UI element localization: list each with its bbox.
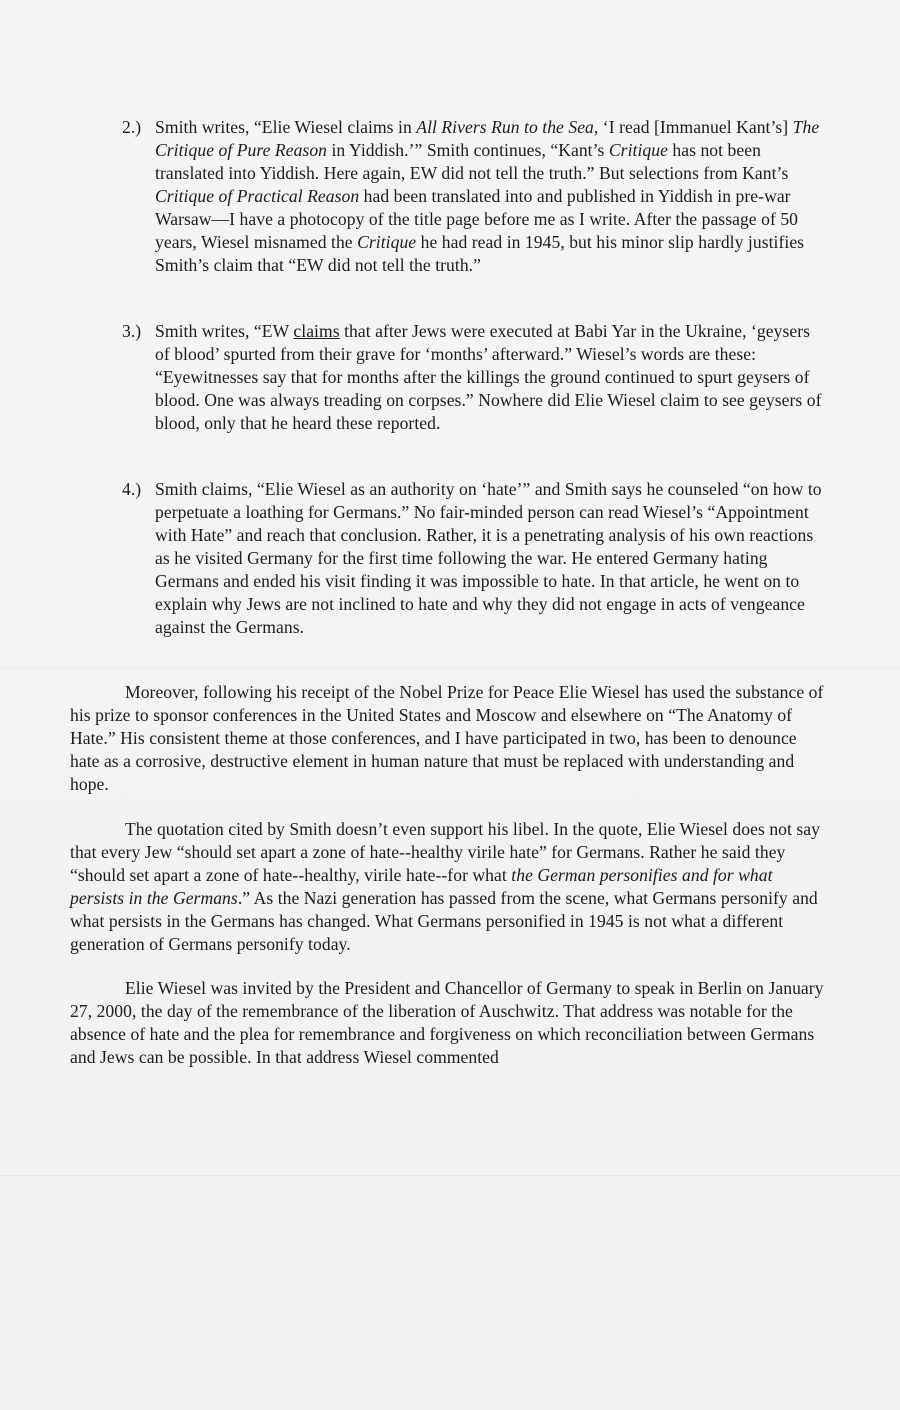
paper-fold-line — [0, 668, 900, 670]
item-text: Smith writes, “EW claims that after Jews were executed at Babi Yar in the Ukraine, ‘geysers of blood’ spurted from their grave for ‘months’ afterward.” Wiesel’s words are these: “Eyewitnesses say that for months after the killings the ground continued to spurt geysers of blood. One was always treading on corpses.” Nowhere did Elie Wiesel claim to see geysers of blood, only that he heard these reported. — [155, 321, 822, 433]
paragraph-quotation: The quotation cited by Smith doesn’t even support his libel. In the quote, Elie Wiesel does not say that every Jew “should set apart a zone of hate--healthy virile hate” for Germans. Rather he said they “should set apart a zone of hate--healthy, virile hate--for what the German personifies and for what persists in the Germans.” As the Nazi generation has passed from the scene, what Germans personify and what persists in the Germans has changed. What Germans personified in 1945 is not what a different generation of Germans personify today. — [70, 819, 821, 954]
item-text: Smith claims, “Elie Wiesel as an authority on ‘hate’” and Smith says he counseled “on how to perpetuate a loathing for Germans.” No fair-minded person can read Wiesel’s “Appointment with Hate” and reach that conclusion. Rather, it is a penetrating analysis of his own reactions as he visited Germany for the first time following the war. He entered Germany hating Germans and ended his visit finding it was impossible to hate. In that article, he went on to explain why Jews are not inclined to hate and why they did not engage in acts of vengeance against the Germans. — [155, 479, 822, 637]
numbered-item-4 — [122, 478, 822, 639]
item-number: 3.) — [122, 321, 142, 341]
paragraph-anatomy-of-hate: Moreover, following his receipt of the Nobel Prize for Peace Elie Wiesel has used the substance of his prize to sponsor conferences in the United States and Moscow and elsewhere on “The Anatomy of Hate.” His consistent theme at those conferences, and I have participated in two, has been to denounce hate as a corrosive, destructive element in human nature that must be replaced with understanding and hope. — [70, 682, 824, 794]
item-text: Smith writes, “Elie Wiesel claims in All Rivers Run to the Sea, ‘I read [Immanuel Kant’s] The Critique of Pure Reason in Yiddish.’” Smith continues, “Kant’s Critique has not been translated into Yiddish. Here again, EW did not tell the truth.” But selections from Kant’s Critique of Practical Reason had been translated into and published in Yiddish in pre-war Warsaw—I have a photocopy of the title page before me as I write. After the passage of 50 years, Wiesel misnamed the Critique he had read in 1945, but his minor slip hardly justifies Smith’s claim that “EW did not tell the truth.” — [155, 117, 820, 275]
paragraph-berlin-address: Elie Wiesel was invited by the President and Chancellor of Germany to speak in Berlin on January 27, 2000, the day of the remembrance of the liberation of Auschwitz. That address was notable for the absence of hate and the plea for remembrance and forgiveness on which reconciliation between Germans and Jews can be possible. In that address Wiesel commented — [70, 978, 824, 1067]
paper-fold-line — [0, 1175, 900, 1178]
item-number: 4.) — [122, 479, 142, 499]
item-number: 2.) — [122, 117, 142, 137]
numbered-item-2 — [122, 116, 822, 277]
numbered-item-3 — [122, 320, 822, 435]
